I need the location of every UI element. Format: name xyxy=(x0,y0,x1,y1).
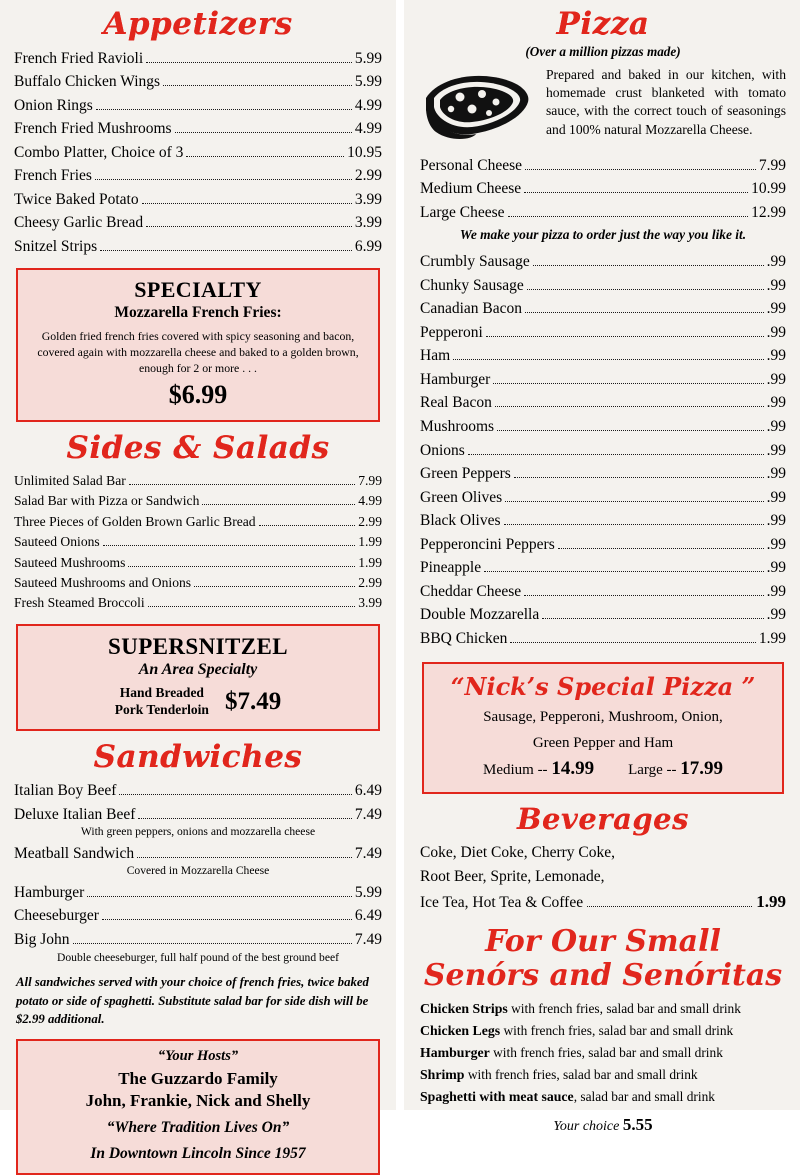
kids-choice-price: 5.55 xyxy=(622,1114,653,1134)
list-item xyxy=(420,627,786,651)
right-column xyxy=(404,0,800,1134)
leader-dots xyxy=(146,62,352,63)
list-item xyxy=(420,368,786,392)
beverages-line-3-text: Ice Tea, Hot Tea & Coffee xyxy=(420,893,584,911)
item-name: Combo Platter, Choice of 3 xyxy=(14,143,184,161)
leader-dots xyxy=(95,179,352,180)
item-price: 7.49 xyxy=(354,805,382,823)
item-price: 2.99 xyxy=(358,513,382,529)
list-item xyxy=(14,512,382,532)
pizza-heading: Pizza xyxy=(556,6,650,42)
pizza-sizes-list xyxy=(420,154,786,225)
specialty-box xyxy=(16,268,380,422)
item-name: Deluxe Italian Beef xyxy=(14,805,136,823)
leader-dots xyxy=(587,906,752,907)
specialty-price: $6.99 xyxy=(168,380,228,410)
list-item xyxy=(420,439,786,463)
leader-dots xyxy=(137,857,352,858)
item-name: Three Pieces of Golden Brown Garlic Bread xyxy=(14,513,256,529)
item-name: Salad Bar with Pizza or Sandwich xyxy=(14,493,200,509)
item-name: Pineapple xyxy=(420,559,482,577)
kids-choice-label: Your choice xyxy=(553,1118,620,1134)
item-price: 10.99 xyxy=(751,180,786,198)
pizza-slice-icon xyxy=(420,68,538,146)
leader-dots xyxy=(73,943,352,944)
item-price: 1.99 xyxy=(358,554,382,570)
list-item xyxy=(14,881,382,905)
leader-dots xyxy=(163,85,352,86)
item-name: Big John xyxy=(14,931,70,949)
item-price: .99 xyxy=(766,276,786,294)
list-item xyxy=(14,235,382,259)
nicks-medium xyxy=(483,758,594,780)
leader-dots xyxy=(558,548,764,549)
nicks-sizes xyxy=(434,758,772,780)
item-price: .99 xyxy=(766,559,786,577)
item-price: 12.99 xyxy=(751,203,786,221)
item-price: .99 xyxy=(766,418,786,436)
list-item xyxy=(14,164,382,188)
item-name: Twice Baked Potato xyxy=(14,190,139,208)
nicks-special-title: “Nick’s Special Pizza ” xyxy=(450,672,756,702)
item-name: Hamburger xyxy=(14,883,85,901)
supersnitzel-label xyxy=(115,685,209,719)
item-name: Spaghetti with meat sauce xyxy=(420,1089,574,1104)
list-item xyxy=(420,998,786,1020)
list-item xyxy=(14,593,382,613)
leader-dots xyxy=(493,383,763,384)
item-price: .99 xyxy=(766,535,786,553)
appetizers-list xyxy=(14,47,382,259)
leader-dots xyxy=(495,406,764,407)
beverages-line-1: Coke, Diet Coke, Cherry Coke, xyxy=(420,843,616,861)
nicks-large-label: Large -- xyxy=(628,762,677,779)
hosts-quote: “Your Hosts” xyxy=(157,1047,239,1064)
supersnitzel-price-line xyxy=(28,685,368,719)
list-item xyxy=(420,154,786,178)
item-price: .99 xyxy=(766,512,786,530)
item-price: .99 xyxy=(766,582,786,600)
supersnitzel-label-line1: Hand Breaded xyxy=(119,685,204,701)
item-name: Chunky Sausage xyxy=(420,276,524,294)
list-item xyxy=(14,70,382,94)
item-name: Mushrooms xyxy=(420,418,495,436)
list-item xyxy=(14,117,382,141)
item-price: 4.99 xyxy=(354,96,382,114)
item-name: Large Cheese xyxy=(420,203,505,221)
leader-dots xyxy=(497,430,764,431)
list-item xyxy=(420,321,786,345)
leader-dots xyxy=(103,545,355,546)
item-price: 7.49 xyxy=(354,931,382,949)
list-item xyxy=(14,532,382,552)
item-price: 4.99 xyxy=(354,120,382,138)
list-item xyxy=(14,803,382,827)
item-price: 1.99 xyxy=(358,534,382,550)
list-item xyxy=(14,47,382,71)
item-desc: with french fries, salad bar and small drink xyxy=(464,1067,698,1083)
item-price: .99 xyxy=(766,394,786,412)
item-name: Shrimp xyxy=(420,1067,465,1083)
list-item xyxy=(14,188,382,212)
list-item xyxy=(14,211,382,235)
item-price: .99 xyxy=(766,465,786,483)
item-price: 2.99 xyxy=(354,167,382,185)
list-item xyxy=(420,391,786,415)
item-price: 4.99 xyxy=(358,493,382,509)
list-item xyxy=(420,1020,786,1042)
leader-dots xyxy=(87,896,352,897)
leader-dots xyxy=(505,501,763,502)
item-note: Double cheeseburger, full half pound of the best ground beef xyxy=(57,950,339,964)
leader-dots xyxy=(186,156,344,157)
item-price: 1.99 xyxy=(758,629,786,647)
list-item xyxy=(420,297,786,321)
list-item xyxy=(14,553,382,573)
leader-dots xyxy=(510,642,755,643)
supersnitzel-label-line2: Pork Tenderloin xyxy=(114,701,209,717)
item-name: Cheesy Garlic Bread xyxy=(14,214,144,232)
item-price: 6.49 xyxy=(354,782,382,800)
item-name: Unlimited Salad Bar xyxy=(14,473,126,488)
item-name: Hamburger xyxy=(420,370,491,388)
leader-dots xyxy=(202,504,355,505)
pizza-order-note: We make your pizza to order just the way you like it. xyxy=(459,227,747,243)
leader-dots xyxy=(96,109,352,110)
item-name: Onions xyxy=(420,441,465,459)
list-item xyxy=(14,779,382,803)
list-item xyxy=(14,573,382,593)
item-price: 7.99 xyxy=(358,473,382,488)
list-item xyxy=(420,250,786,274)
sandwiches-list xyxy=(14,779,382,965)
list-item xyxy=(14,141,382,165)
leader-dots xyxy=(138,818,352,819)
item-name: Cheeseburger xyxy=(14,907,99,925)
nicks-medium-price: 14.99 xyxy=(551,758,595,780)
item-name: Sauteed Mushrooms and Onions xyxy=(14,574,192,590)
item-name: Double Mozzarella xyxy=(420,606,540,624)
sandwiches-footnote: All sandwiches served with your choice of french fries, twice baked potato or side of spaghetti. Substitute salad bar for side dish will be $2.99 additional. xyxy=(16,975,369,1027)
nicks-large-price: 17.99 xyxy=(680,758,724,780)
item-name: BBQ Chicken xyxy=(420,629,508,647)
item-price: .99 xyxy=(766,300,786,318)
item-name: Chicken Strips xyxy=(420,1001,508,1017)
item-name: Medium Cheese xyxy=(420,180,522,198)
item-name: Pepperoncini Peppers xyxy=(420,535,555,553)
leader-dots xyxy=(102,919,352,920)
item-price: 7.49 xyxy=(354,844,382,862)
item-price: .99 xyxy=(766,347,786,365)
item-note: With green peppers, onions and mozzarella cheese xyxy=(80,825,316,839)
list-item xyxy=(14,471,382,491)
beverages-line-3 xyxy=(420,889,786,915)
item-name: Pepperoni xyxy=(420,323,483,341)
item-name: Sauteed Onions xyxy=(14,534,100,550)
item-price: .99 xyxy=(766,370,786,388)
leader-dots xyxy=(148,606,356,607)
item-price: 6.49 xyxy=(354,907,382,925)
item-name: Canadian Bacon xyxy=(420,300,523,318)
hosts-tagline-2: In Downtown Lincoln Since 1957 xyxy=(90,1144,306,1162)
specialty-title: SPECIALTY xyxy=(134,277,262,303)
item-name: Hamburger xyxy=(420,1045,490,1061)
list-item xyxy=(420,1064,786,1086)
item-name: Snitzel Strips xyxy=(14,237,98,255)
leader-dots xyxy=(524,595,763,596)
pizza-toppings-list xyxy=(420,250,786,650)
item-name: Fresh Steamed Broccoli xyxy=(14,595,145,611)
beverages-price: 1.99 xyxy=(756,891,786,911)
list-item xyxy=(420,274,786,298)
list-item xyxy=(420,556,786,580)
leader-dots xyxy=(525,312,764,313)
sides-list xyxy=(14,471,382,614)
kids-heading-line-2: Senórs and Senóritas xyxy=(423,957,783,993)
leader-dots xyxy=(486,336,764,337)
item-desc: with french fries, salad bar and small drink xyxy=(489,1045,723,1061)
item-price: .99 xyxy=(766,441,786,459)
item-name: Buffalo Chicken Wings xyxy=(14,73,161,91)
item-note: Covered in Mozzarella Cheese xyxy=(126,864,270,878)
pizza-intro-text: Prepared and baked in our kitchen, with homemade crust blanketed with tomato sauce, with the correct touch of seasonings and 100% natural Mozzarella Cheese. xyxy=(546,66,786,137)
item-price: 2.99 xyxy=(358,574,382,590)
leader-dots xyxy=(146,226,352,227)
pizza-intro-block xyxy=(420,64,786,146)
leader-dots xyxy=(542,618,763,619)
list-item xyxy=(420,580,786,604)
item-price: .99 xyxy=(766,323,786,341)
item-price: 7.99 xyxy=(758,156,786,174)
list-item xyxy=(14,94,382,118)
hosts-box xyxy=(16,1039,380,1175)
item-name: Italian Boy Beef xyxy=(14,782,117,800)
list-item xyxy=(420,486,786,510)
nicks-large xyxy=(628,758,723,780)
item-name: Green Olives xyxy=(420,488,503,506)
leader-dots xyxy=(514,477,764,478)
item-name: Ham xyxy=(420,347,451,365)
list-item xyxy=(420,415,786,439)
item-desc: with french fries, salad bar and small drink xyxy=(507,1001,741,1017)
list-item xyxy=(14,842,382,866)
list-item xyxy=(420,533,786,557)
list-item xyxy=(420,1042,786,1064)
kids-heading-line-1: For Our Small xyxy=(485,924,721,960)
item-name: Onion Rings xyxy=(14,96,93,114)
leader-dots xyxy=(100,250,352,251)
item-name: French Fries xyxy=(14,167,92,185)
kids-heading xyxy=(420,925,786,992)
supersnitzel-subtitle: An Area Specialty xyxy=(138,661,258,679)
list-item xyxy=(14,928,382,952)
hosts-family: The Guzzardo Family xyxy=(118,1068,278,1088)
list-item xyxy=(420,177,786,201)
sides-heading: Sides & Salads xyxy=(66,430,330,467)
nicks-medium-label: Medium -- xyxy=(482,762,548,779)
item-price: 5.99 xyxy=(354,73,382,91)
item-price: 10.95 xyxy=(347,143,382,161)
item-name: Crumbly Sausage xyxy=(420,253,530,271)
supersnitzel-title: SUPERSNITZEL xyxy=(108,633,288,659)
nicks-ingredients-line-2: Green Pepper and Ham xyxy=(532,735,674,752)
item-name: Real Bacon xyxy=(420,394,492,412)
kids-list xyxy=(420,998,786,1108)
item-price: 5.99 xyxy=(354,49,382,67)
item-price: 3.99 xyxy=(358,595,382,611)
leader-dots xyxy=(453,359,763,360)
leader-dots xyxy=(119,794,351,795)
item-name: Sauteed Mushrooms xyxy=(14,554,126,570)
item-name: Green Peppers xyxy=(420,465,511,483)
list-item xyxy=(420,603,786,627)
item-desc: with french fries, salad bar and small drink xyxy=(500,1023,734,1039)
item-name: Black Olives xyxy=(420,512,501,530)
leader-dots xyxy=(259,525,356,526)
item-price: .99 xyxy=(766,488,786,506)
item-name: French Fried Mushrooms xyxy=(14,120,172,138)
beverages-heading: Beverages xyxy=(517,802,689,837)
specialty-subtitle: Mozzarella French Fries: xyxy=(114,303,282,321)
appetizers-heading: Appetizers xyxy=(103,6,293,42)
leader-dots xyxy=(142,203,352,204)
kids-choice xyxy=(420,1115,786,1135)
leader-dots xyxy=(468,454,764,455)
item-name: Chicken Legs xyxy=(420,1023,501,1039)
leader-dots xyxy=(527,289,764,290)
leader-dots xyxy=(524,192,748,193)
item-name: French Fried Ravioli xyxy=(14,49,144,67)
leader-dots xyxy=(484,571,764,572)
hosts-names: John, Frankie, Nick and Shelly xyxy=(85,1091,311,1111)
supersnitzel-box xyxy=(16,624,380,731)
nicks-ingredients-line-1: Sausage, Pepperoni, Mushroom, Onion, xyxy=(483,708,723,725)
leader-dots xyxy=(525,169,756,170)
nicks-special-box xyxy=(422,662,784,794)
leader-dots xyxy=(128,566,355,567)
leader-dots xyxy=(508,216,749,217)
item-name: Meatball Sandwich xyxy=(14,844,135,862)
leader-dots xyxy=(504,524,764,525)
sandwiches-heading: Sandwiches xyxy=(93,738,303,775)
item-price: 3.99 xyxy=(354,190,382,208)
item-price: .99 xyxy=(766,253,786,271)
left-column xyxy=(0,0,396,1162)
leader-dots xyxy=(194,586,355,587)
item-price: 3.99 xyxy=(354,214,382,232)
item-name: Personal Cheese xyxy=(420,156,523,174)
list-item xyxy=(14,904,382,928)
specialty-description: Golden fried french fries covered with spicy seasoning and bacon, covered again with mozzarella cheese and baked to a golden brown, enough for 2 or more . . . xyxy=(37,328,359,376)
item-price: 6.99 xyxy=(354,237,382,255)
beverages-list xyxy=(420,841,786,915)
beverages-line-2: Root Beer, Sprite, Lemonade, xyxy=(420,867,605,885)
item-desc: , salad bar and small drink xyxy=(573,1089,715,1104)
leader-dots xyxy=(533,265,764,266)
list-item xyxy=(420,509,786,533)
item-price: 5.99 xyxy=(354,883,382,901)
list-item xyxy=(420,344,786,368)
supersnitzel-price: $7.49 xyxy=(224,687,282,715)
hosts-tagline-1: “Where Tradition Lives On” xyxy=(106,1118,290,1136)
list-item xyxy=(420,462,786,486)
leader-dots xyxy=(129,484,355,485)
item-name: Cheddar Cheese xyxy=(420,582,522,600)
item-price: .99 xyxy=(766,606,786,624)
list-item xyxy=(14,491,382,511)
pizza-subheading: (Over a million pizzas made) xyxy=(525,43,681,59)
list-item xyxy=(420,201,786,225)
leader-dots xyxy=(175,132,352,133)
list-item xyxy=(420,1086,786,1108)
